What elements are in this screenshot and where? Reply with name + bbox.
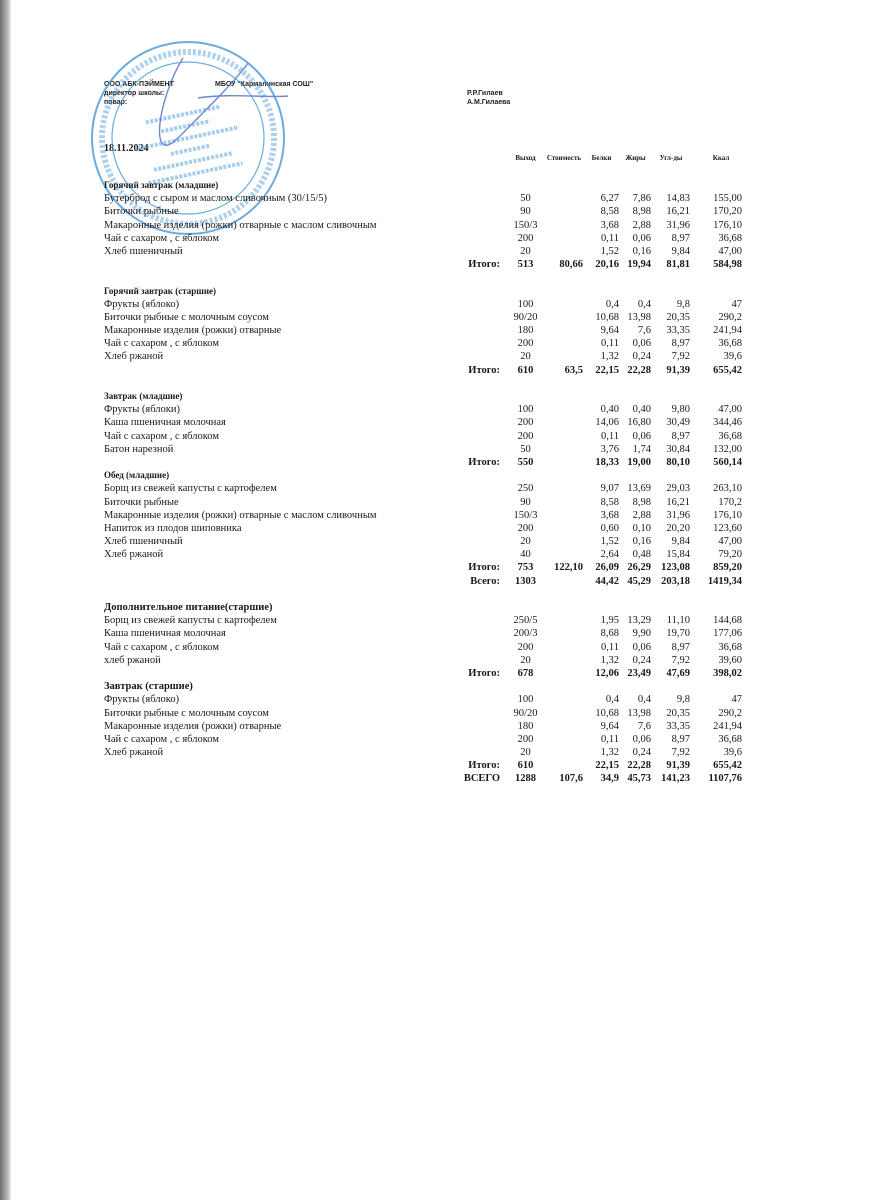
output-cell: 180 <box>517 720 534 732</box>
fat-cell: 0,06 <box>632 232 651 244</box>
protein-cell: 10,68 <box>595 311 619 323</box>
table-row <box>0 350 873 363</box>
dish-name: Биточки рыбные с молочным соусом <box>104 311 269 323</box>
carbs-cell: 8,97 <box>671 338 690 350</box>
table-row <box>0 654 873 667</box>
total-fat: 23,49 <box>627 667 651 679</box>
total-output: 1288 <box>515 773 536 785</box>
fat-cell: 2,88 <box>632 509 651 521</box>
protein-cell: 1,95 <box>600 615 619 627</box>
carbs-cell: 30,84 <box>666 443 690 455</box>
total-label: Итого: <box>468 667 500 679</box>
output-cell: 180 <box>517 325 534 337</box>
total-fat: 19,00 <box>627 456 651 468</box>
protein-cell: 3,68 <box>600 509 619 521</box>
kcal-cell: 241,94 <box>713 720 742 732</box>
dish-name: хлеб ржаной <box>104 654 161 666</box>
total-carbs: 47,69 <box>666 667 690 679</box>
protein-cell: 1,32 <box>600 747 619 759</box>
kcal-cell: 47,00 <box>718 404 742 416</box>
protein-cell: 0,11 <box>601 641 619 653</box>
total-fat: 45,73 <box>627 773 651 785</box>
total-label: Итого: <box>468 760 500 772</box>
output-cell: 100 <box>517 404 534 416</box>
protein-cell: 1,52 <box>600 245 619 257</box>
table-row <box>0 548 873 561</box>
output-cell: 200 <box>517 733 534 745</box>
spacer-row <box>0 377 873 390</box>
dish-name: Фрукты (яблоко) <box>104 694 180 706</box>
total-protein: 20,16 <box>595 259 619 271</box>
total-row <box>0 772 873 785</box>
fat-cell: 0,16 <box>632 536 651 548</box>
fat-cell: 2,88 <box>632 219 651 231</box>
signature <box>159 58 288 145</box>
fat-cell: 8,98 <box>632 206 651 218</box>
total-protein: 26,09 <box>595 562 619 574</box>
protein-cell: 8,58 <box>600 496 619 508</box>
total-carbs: 91,39 <box>666 760 690 772</box>
table-row <box>0 443 873 456</box>
carbs-cell: 33,35 <box>666 720 690 732</box>
output-cell: 40 <box>520 549 531 561</box>
total-fat: 45,29 <box>627 575 651 587</box>
kcal-cell: 39,60 <box>718 654 742 666</box>
dish-name: Каша пшеничная молочная <box>104 417 226 429</box>
total-fat: 26,29 <box>627 562 651 574</box>
output-cell: 150/3 <box>513 219 538 231</box>
column-header-carbs: Угл-ды <box>659 154 683 162</box>
spacer-row <box>0 588 873 601</box>
protein-cell: 14,06 <box>595 417 619 429</box>
protein-cell: 0,11 <box>601 338 619 350</box>
kcal-cell: 36,68 <box>718 338 742 350</box>
output-cell: 200 <box>517 522 534 534</box>
table-row <box>0 693 873 706</box>
total-carbs: 91,39 <box>666 364 690 376</box>
kcal-cell: 36,68 <box>718 641 742 653</box>
carbs-cell: 9,84 <box>671 245 690 257</box>
dish-name: Хлеб пшеничный <box>104 536 183 548</box>
dish-name: Макаронные изделия (рожки) отварные <box>104 720 282 732</box>
kcal-cell: 36,68 <box>718 430 742 442</box>
table-row <box>0 496 873 509</box>
kcal-cell: 47 <box>731 694 742 706</box>
fat-cell: 7,6 <box>637 720 651 732</box>
total-label: ВСЕГО <box>463 773 500 785</box>
total-output: 610 <box>517 364 534 376</box>
output-cell: 20 <box>520 245 531 257</box>
dish-name: Борщ из свежей капусты с картофелем <box>104 483 277 495</box>
menu-table <box>0 179 873 786</box>
carbs-cell: 31,96 <box>666 219 690 231</box>
total-output: 550 <box>517 456 534 468</box>
total-carbs: 80,10 <box>666 456 690 468</box>
section-title-row <box>0 680 873 693</box>
table-row <box>0 627 873 640</box>
total-label: Всего: <box>470 575 500 587</box>
carbs-cell: 11,10 <box>666 615 690 627</box>
total-protein: 12,06 <box>595 667 619 679</box>
column-header-cost: Стоимость <box>546 154 582 162</box>
kcal-cell: 170,2 <box>718 496 742 508</box>
total-cost: 63,5 <box>564 364 583 376</box>
protein-cell: 9,64 <box>600 325 619 337</box>
protein-cell: 0,60 <box>600 522 619 534</box>
kcal-cell: 47,00 <box>718 245 742 257</box>
total-protein: 44,42 <box>595 575 619 587</box>
carbs-cell: 31,96 <box>666 509 690 521</box>
carbs-cell: 9,84 <box>671 536 690 548</box>
total-kcal: 859,20 <box>713 562 742 574</box>
total-protein: 18,33 <box>595 456 619 468</box>
protein-cell: 9,07 <box>600 483 619 495</box>
protein-cell: 6,27 <box>600 193 619 205</box>
dish-name: Чай с сахаром , с яблоком <box>104 733 220 745</box>
table-row <box>0 720 873 733</box>
carbs-cell: 16,21 <box>666 206 690 218</box>
total-cost: 80,66 <box>559 259 583 271</box>
kcal-cell: 39,6 <box>723 351 742 363</box>
fat-cell: 0,06 <box>632 430 651 442</box>
dish-name: Фрукты (яблоко) <box>104 298 180 310</box>
total-output: 753 <box>517 562 534 574</box>
fat-cell: 16,80 <box>627 417 651 429</box>
table-row <box>0 746 873 759</box>
director-name: Р.Р.Гилаев <box>467 90 503 97</box>
kcal-cell: 79,20 <box>718 549 742 561</box>
table-row <box>0 205 873 218</box>
fat-cell: 0,24 <box>632 747 651 759</box>
total-output: 1303 <box>515 575 536 587</box>
total-protein: 22,15 <box>595 760 619 772</box>
column-header-output: Выход <box>515 154 536 162</box>
output-cell: 200 <box>517 417 534 429</box>
fat-cell: 0,4 <box>637 694 651 706</box>
column-header-kcal: Ккал <box>712 154 730 162</box>
table-row <box>0 337 873 350</box>
output-cell: 50 <box>520 193 531 205</box>
protein-cell: 0,11 <box>601 733 619 745</box>
kcal-cell: 47 <box>731 298 742 310</box>
dish-name: Каша пшеничная молочная <box>104 628 226 640</box>
fat-cell: 7,6 <box>637 325 651 337</box>
carbs-cell: 8,97 <box>671 232 690 244</box>
kcal-cell: 47,00 <box>718 536 742 548</box>
section-title-row <box>0 469 873 482</box>
output-cell: 90/20 <box>513 311 538 323</box>
carbs-cell: 14,83 <box>666 193 690 205</box>
output-cell: 200 <box>517 338 534 350</box>
total-kcal: 560,14 <box>713 456 742 468</box>
dish-name: Хлеб пшеничный <box>104 245 183 257</box>
kcal-cell: 241,94 <box>713 325 742 337</box>
protein-cell: 1,52 <box>600 536 619 548</box>
fat-cell: 0,24 <box>632 351 651 363</box>
output-cell: 200 <box>517 641 534 653</box>
table-row <box>0 403 873 416</box>
carbs-cell: 30,49 <box>666 417 690 429</box>
fat-cell: 13,98 <box>627 311 651 323</box>
kcal-cell: 263,10 <box>713 483 742 495</box>
dish-name: Биточки рыбные <box>104 206 179 218</box>
total-row <box>0 667 873 680</box>
section-title-row <box>0 179 873 192</box>
table-row <box>0 311 873 324</box>
table-row <box>0 707 873 720</box>
fat-cell: 7,86 <box>632 193 651 205</box>
fat-cell: 0,40 <box>632 404 651 416</box>
fat-cell: 0,4 <box>637 298 651 310</box>
table-row <box>0 733 873 746</box>
carbs-cell: 9,8 <box>676 694 690 706</box>
total-kcal: 584,98 <box>713 259 742 271</box>
protein-cell: 1,32 <box>600 654 619 666</box>
fat-cell: 8,98 <box>632 496 651 508</box>
total-kcal: 398,02 <box>713 667 742 679</box>
total-output: 678 <box>517 667 534 679</box>
total-cost: 107,6 <box>559 773 583 785</box>
column-header-fat: Жиры <box>625 154 646 162</box>
protein-cell: 2,64 <box>600 549 619 561</box>
total-row <box>0 258 873 271</box>
carbs-cell: 7,92 <box>671 654 690 666</box>
kcal-cell: 132,00 <box>713 443 742 455</box>
kcal-cell: 176,10 <box>713 219 742 231</box>
total-kcal: 1419,34 <box>707 575 742 587</box>
total-carbs: 123,08 <box>661 562 690 574</box>
carbs-cell: 8,97 <box>671 733 690 745</box>
column-header-protein: Белки <box>591 154 612 162</box>
output-cell: 100 <box>517 298 534 310</box>
total-carbs: 203,18 <box>661 575 690 587</box>
menu-date: 18.11.2024 <box>104 143 149 154</box>
dish-name: Макаронные изделия (рожки) отварные с маслом сливочным <box>104 509 377 521</box>
section-title-row <box>0 601 873 614</box>
total-row <box>0 364 873 377</box>
fat-cell: 13,98 <box>627 707 651 719</box>
protein-cell: 0,11 <box>601 232 619 244</box>
protein-cell: 8,68 <box>600 628 619 640</box>
dish-name: Чай с сахаром , с яблоком <box>104 430 220 442</box>
table-row <box>0 614 873 627</box>
table-row <box>0 509 873 522</box>
total-kcal: 655,42 <box>713 364 742 376</box>
kcal-cell: 144,68 <box>713 615 742 627</box>
kcal-cell: 344,46 <box>713 417 742 429</box>
protein-cell: 0,40 <box>600 404 619 416</box>
spacer-row <box>0 271 873 284</box>
school-name: МБОУ "Кармалинская СОШ" <box>215 81 314 88</box>
dish-name: Макаронные изделия (рожки) отварные с маслом сливочным <box>104 219 377 231</box>
table-row <box>0 324 873 337</box>
kcal-cell: 123,60 <box>713 522 742 534</box>
table-row <box>0 298 873 311</box>
kcal-cell: 176,10 <box>713 509 742 521</box>
table-row <box>0 219 873 232</box>
kcal-cell: 39,6 <box>723 747 742 759</box>
protein-cell: 8,58 <box>600 206 619 218</box>
carbs-cell: 7,92 <box>671 351 690 363</box>
section-title: Горячий завтрак (младшие) <box>104 180 219 190</box>
total-row <box>0 456 873 469</box>
total-carbs: 141,23 <box>661 773 690 785</box>
output-cell: 90/20 <box>513 707 538 719</box>
cook-name: А.М.Гилаева <box>467 99 511 106</box>
table-row <box>0 232 873 245</box>
cook-label: повар: <box>104 99 128 106</box>
output-cell: 20 <box>520 654 531 666</box>
output-cell: 50 <box>520 443 531 455</box>
total-kcal: 655,42 <box>713 760 742 772</box>
kcal-cell: 290,2 <box>718 311 742 323</box>
total-label: Итого: <box>468 364 500 376</box>
protein-cell: 3,76 <box>600 443 619 455</box>
table-row <box>0 416 873 429</box>
total-fat: 22,28 <box>627 364 651 376</box>
output-cell: 20 <box>520 351 531 363</box>
carbs-cell: 20,35 <box>666 707 690 719</box>
total-row <box>0 759 873 772</box>
fat-cell: 1,74 <box>632 443 651 455</box>
carbs-cell: 9,8 <box>676 298 690 310</box>
fat-cell: 0,24 <box>632 654 651 666</box>
carbs-cell: 20,35 <box>666 311 690 323</box>
table-row <box>0 430 873 443</box>
dish-name: Хлеб ржаной <box>104 747 164 759</box>
total-fat: 22,28 <box>627 760 651 772</box>
total-output: 610 <box>517 760 534 772</box>
total-label: Итого: <box>468 456 500 468</box>
dish-name: Борщ из свежей капусты с картофелем <box>104 615 277 627</box>
dish-name: Батон нарезной <box>104 443 174 455</box>
fat-cell: 13,69 <box>627 483 651 495</box>
kcal-cell: 36,68 <box>718 232 742 244</box>
output-cell: 90 <box>520 206 531 218</box>
total-row <box>0 575 873 588</box>
carbs-cell: 16,21 <box>666 496 690 508</box>
fat-cell: 0,16 <box>632 245 651 257</box>
dish-name: Чай с сахаром , с яблоком <box>104 641 220 653</box>
protein-cell: 0,4 <box>605 298 619 310</box>
carbs-cell: 29,03 <box>666 483 690 495</box>
table-row <box>0 522 873 535</box>
dish-name: Хлеб ржаной <box>104 351 164 363</box>
carbs-cell: 9,80 <box>671 404 690 416</box>
protein-cell: 10,68 <box>595 707 619 719</box>
output-cell: 100 <box>517 694 534 706</box>
total-kcal: 1107,76 <box>708 773 742 785</box>
carbs-cell: 7,92 <box>671 747 690 759</box>
carbs-cell: 19,70 <box>666 628 690 640</box>
protein-cell: 9,64 <box>600 720 619 732</box>
carbs-cell: 8,97 <box>671 641 690 653</box>
dish-name: Фрукты (яблоки) <box>104 404 181 416</box>
fat-cell: 0,48 <box>632 549 651 561</box>
section-title: Дополнительное питание(старшие) <box>104 602 273 613</box>
supplier-name: ООО АБК-ПЭЙМЕНТ <box>104 81 174 88</box>
output-cell: 200 <box>517 232 534 244</box>
carbs-cell: 33,35 <box>666 325 690 337</box>
table-row <box>0 482 873 495</box>
protein-cell: 0,11 <box>601 430 619 442</box>
total-protein: 34,9 <box>600 773 619 785</box>
dish-name: Напиток из плодов шиповника <box>104 522 242 534</box>
output-cell: 150/3 <box>513 509 538 521</box>
total-cost: 122,10 <box>554 562 583 574</box>
section-title: Горячий завтрак (старшие) <box>104 285 217 296</box>
total-row <box>0 561 873 574</box>
fat-cell: 13,29 <box>627 615 651 627</box>
table-row <box>0 245 873 258</box>
total-carbs: 81,81 <box>666 259 690 271</box>
total-output: 513 <box>517 259 534 271</box>
carbs-cell: 8,97 <box>671 430 690 442</box>
output-cell: 90 <box>520 496 531 508</box>
section-title-row <box>0 390 873 403</box>
carbs-cell: 15,84 <box>666 549 690 561</box>
dish-name: Бутерброд с сыром и маслом сливочным (30/15/5) <box>104 193 327 205</box>
kcal-cell: 290,2 <box>718 707 742 719</box>
dish-name: Чай с сахаром , с яблоком <box>104 338 220 350</box>
section-title: Завтрак (младшие) <box>104 391 183 401</box>
total-label: Итого: <box>468 562 500 574</box>
section-title: Завтрак (старшие) <box>104 681 193 693</box>
protein-cell: 3,68 <box>600 219 619 231</box>
dish-name: Хлеб ржаной <box>104 549 164 561</box>
dish-name: Биточки рыбные с молочным соусом <box>104 707 269 719</box>
total-protein: 22,15 <box>595 364 619 376</box>
fat-cell: 9,90 <box>632 628 651 640</box>
dish-name: Биточки рыбные <box>104 496 179 508</box>
kcal-cell: 155,00 <box>713 193 742 205</box>
kcal-cell: 170,20 <box>713 206 742 218</box>
table-row <box>0 192 873 205</box>
dish-name: Чай с сахаром , с яблоком <box>104 232 220 244</box>
protein-cell: 0,4 <box>605 694 619 706</box>
fat-cell: 0,06 <box>632 733 651 745</box>
total-fat: 19,94 <box>627 259 651 271</box>
fat-cell: 0,06 <box>632 338 651 350</box>
carbs-cell: 20,20 <box>666 522 690 534</box>
section-title: Обед (младшие) <box>104 470 170 481</box>
output-cell: 20 <box>520 747 531 759</box>
protein-cell: 1,32 <box>600 351 619 363</box>
director-label: директор школы: <box>104 90 165 97</box>
total-label: Итого: <box>468 259 500 271</box>
fat-cell: 0,10 <box>632 522 651 534</box>
kcal-cell: 36,68 <box>718 733 742 745</box>
table-row <box>0 641 873 654</box>
output-cell: 200/3 <box>513 628 538 640</box>
table-row <box>0 535 873 548</box>
output-cell: 20 <box>520 536 531 548</box>
kcal-cell: 177,06 <box>713 628 742 640</box>
output-cell: 250 <box>517 483 534 495</box>
section-title-row <box>0 285 873 298</box>
dish-name: Макаронные изделия (рожки) отварные <box>104 325 282 337</box>
output-cell: 200 <box>517 430 534 442</box>
output-cell: 250/5 <box>513 615 538 627</box>
fat-cell: 0,06 <box>632 641 651 653</box>
